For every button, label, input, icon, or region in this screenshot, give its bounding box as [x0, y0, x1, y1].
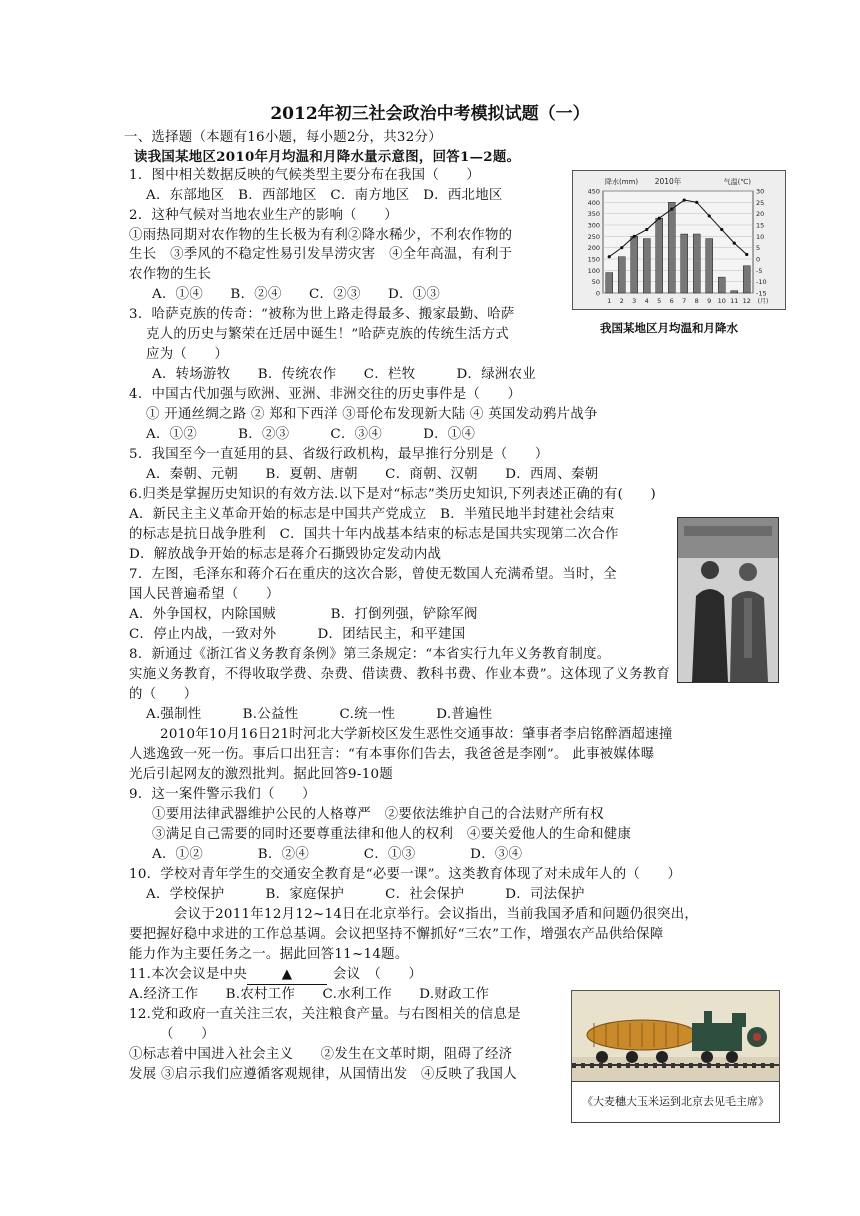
line-text: 克人的历史与繁荣在迁居中诞生！”哈萨克族的传统生活方式: [146, 327, 510, 342]
right-tick-label: -15: [756, 289, 767, 298]
poster-sleeper: [662, 1063, 666, 1068]
left-tick-label: 400: [587, 198, 600, 207]
text-line: [129, 227, 512, 245]
text-line: [129, 207, 398, 225]
line-text: 能力作为主要任务之一。据此回答11~14题。: [129, 947, 409, 962]
text-line: [146, 406, 598, 424]
text-line: [124, 129, 442, 147]
climate-chart-svg: [573, 171, 785, 309]
temp-point: [633, 235, 636, 238]
month-label: 10: [717, 297, 726, 305]
line-text: 国人民普遍希望（ ）: [129, 587, 280, 602]
line-text: A．新民主主义革命开始的标志是中国共产党成立 B．半殖民地半封建社会结束: [129, 507, 615, 522]
poster-sleeper: [689, 1063, 693, 1068]
right-axis-label: 气温(℃): [723, 178, 751, 186]
line-text: ③满足自己需要的同时还要尊重法律和他人的权利 ④要关爱他人的生命和健康: [152, 827, 632, 842]
month-label: 11: [730, 297, 739, 305]
poster-sleeper: [581, 1063, 585, 1068]
text-line: [146, 886, 585, 904]
poster-sleeper: [761, 1063, 765, 1068]
month-label: 12: [742, 297, 751, 305]
line-text: 读我国某地区2010年月均温和月降水量示意图，回答1—2题。: [134, 149, 521, 165]
text-line: [146, 187, 503, 205]
precip-bar: [743, 266, 750, 293]
temp-point: [620, 246, 623, 249]
line-text: 一、选择题（本题有16小题，每小题2分，共32分）: [124, 130, 442, 145]
line-text: D．解放战争开始的标志是蒋介石撕毁协定发动内战: [129, 547, 442, 562]
line-text: A．东部地区 B．西部地区 C．南方地区 D．西北地区: [146, 188, 503, 203]
line-text: 人逃逸致一死一伤。事后口出狂言：“有本事你们告去，我爸爸是李刚”。 此事被媒体曝: [129, 747, 655, 762]
poster-sleeper: [671, 1063, 675, 1068]
train-poster-icon: [572, 991, 779, 1081]
line-text: A.经济工作 B.农村工作 C.水利工作 D.财政工作: [129, 987, 490, 1002]
line-text: A．①② B．②③ C．③④ D．①④: [146, 427, 476, 442]
poster-wheel: [656, 1051, 668, 1063]
line-text: 3．哈萨克族的传奇：“被称为世上路走得最多、搬家最勤、哈萨: [129, 307, 515, 322]
text-line: [129, 606, 478, 624]
text-line: [129, 586, 280, 604]
poster-sleeper: [743, 1063, 747, 1068]
text-line: [129, 506, 615, 524]
month-label: 1: [607, 297, 612, 305]
month-label: 8: [694, 297, 699, 305]
precip-bar: [643, 239, 650, 293]
poster-sleeper: [644, 1063, 648, 1068]
left-tick-label: 450: [587, 187, 600, 196]
right-tick-label: 25: [756, 198, 765, 207]
month-label: 3: [632, 297, 637, 305]
precip-bar: [618, 257, 625, 293]
poster-sleeper: [590, 1063, 594, 1068]
text-line: [129, 646, 610, 664]
text-line: [174, 906, 698, 924]
line-text: 会议于2011年12月12~14日在北京举行。会议指出，当前我国矛盾和问题仍很突出，: [174, 907, 699, 922]
line-text: 光后引起网友的激烈批判。据此回答9-10题: [129, 767, 394, 782]
line-text: 12.党和政府一直关注三农，关注粮食产量。与右图相关的信息是: [129, 1007, 521, 1022]
left-tick-label: 350: [587, 210, 600, 219]
right-tick-label: 15: [756, 221, 765, 230]
precip-bar: [681, 234, 688, 293]
month-label: 2: [619, 297, 624, 305]
precip-bar: [718, 277, 725, 293]
line-text: 8．新通过《浙江省义务教育条例》第三条规定：“本省实行九年义务教育制度。: [129, 647, 611, 662]
text-line: [129, 946, 409, 964]
line-text: A.强制性 B.公益性 C.统一性 D.普遍性: [146, 707, 493, 722]
text-line: [129, 1006, 521, 1024]
temp-point: [608, 255, 611, 258]
text-line: [160, 1026, 215, 1044]
month-label: 5: [657, 297, 662, 305]
text-line: [129, 986, 489, 1004]
poster-sleeper: [716, 1063, 720, 1068]
chart-year-label: 2010年: [654, 177, 682, 186]
precip-bar: [656, 218, 663, 293]
precip-bar: [693, 234, 700, 293]
text-line: [129, 746, 654, 764]
right-tick-label: 20: [756, 210, 765, 219]
line-text: ①雨热同期对农作物的生长极为有利②降水稀少，不利农作物的: [129, 228, 513, 243]
text-line: [129, 786, 316, 804]
right-tick-label: -10: [756, 278, 767, 287]
right-tick-label: 0: [756, 255, 761, 264]
line-text: 1．图中相关数据反映的气候类型主要分布在我国（ ）: [129, 168, 481, 183]
line-text: 4．中国古代加强与欧洲、亚洲、非洲交往的历史事件是（ ）: [129, 387, 522, 402]
right-tick-label: 5: [756, 244, 761, 253]
line-text: A．秦朝、元朝 B．夏朝、唐朝 C．商朝、汉朝 D．西周、秦朝: [146, 467, 599, 482]
text-line: [146, 326, 509, 344]
right-tick-label: 10: [756, 232, 765, 241]
poster-cab: [732, 1013, 746, 1027]
poster-wheel: [626, 1051, 638, 1063]
poster-sleeper: [572, 1063, 576, 1068]
text-line: [129, 1066, 517, 1084]
line-text: A．①④ B．②④ C．②③ D．①③: [152, 287, 441, 302]
month-label: 4: [644, 297, 649, 305]
poster-wheel: [726, 1051, 738, 1063]
poster-sleeper: [635, 1063, 639, 1068]
text-line: [129, 246, 512, 264]
poster-caption: 《大麦穗大玉米运到北京去见毛主席》: [571, 1081, 780, 1123]
poster-locomotive: [692, 1023, 742, 1051]
line-text: ①要用法律武器维护公民的人格尊严 ②要依法维护自己的合法财产所有权: [152, 807, 604, 822]
climate-chart: [572, 170, 786, 310]
line-text: 的标志是抗日战争胜利 C．国共十年内战基本结束的标志是国共实现第二次合作: [129, 527, 619, 542]
portrait-photo-icon: [678, 518, 778, 682]
line-text: 应为（ ）: [146, 347, 229, 362]
right-tick-label: -5: [756, 266, 763, 275]
poster-sleeper: [752, 1063, 756, 1068]
temp-point: [645, 228, 648, 231]
page-title: 2012年初三社会政治中考模拟试题（一）: [270, 104, 590, 124]
text-line: [129, 526, 619, 544]
line-text: 9．这一案件警示我们（ ）: [129, 787, 316, 802]
poster-sleeper: [725, 1063, 729, 1068]
line-text: A．①② B．②④ C．①③ D．③④: [152, 847, 523, 862]
text-line: [129, 626, 465, 644]
text-line: [129, 926, 664, 944]
line-text: 2．这种气候对当地农业生产的影响（ ）: [129, 208, 398, 223]
text-line: [129, 306, 515, 324]
line-text: 生长 ③季风的不稳定性易引发旱涝灾害 ④全年高温，有利于: [129, 247, 513, 262]
text-line: [129, 966, 422, 985]
left-tick-label: 0: [595, 289, 600, 298]
left-tick-label: 100: [587, 266, 600, 275]
temp-point: [683, 198, 686, 201]
line-text: ①标志着中国进入社会主义 ②发生在文革时期，阻碍了经济: [129, 1047, 513, 1062]
month-label: 9: [707, 297, 712, 305]
text-line: [129, 446, 549, 464]
text-line: [129, 566, 617, 584]
temp-point: [733, 242, 736, 245]
poster-sleeper: [626, 1063, 630, 1068]
precip-bar: [731, 291, 738, 293]
line-text: A．学校保护 B．家庭保护 C．社会保护 D．司法保护: [146, 887, 585, 902]
line-text: 6.归类是掌握历史知识的有效方法.以下是对“标志”类历史知识,下列表述正确的有( ): [129, 487, 656, 502]
left-tick-label: 250: [587, 232, 600, 241]
text-line: [146, 466, 598, 484]
temp-point: [745, 253, 748, 256]
line-text: 发展 ③启示我们应遵循客观规律，从国情出发 ④反映了我国人: [129, 1067, 517, 1082]
answer-blank[interactable]: ▲: [247, 966, 327, 985]
text-line: [152, 826, 631, 844]
left-tick-label: 50: [591, 278, 600, 287]
poster-sleeper: [770, 1063, 774, 1068]
left-tick-label: 150: [587, 255, 600, 264]
poster-sleeper: [608, 1063, 612, 1068]
text-line: [134, 148, 520, 166]
text-line: [146, 706, 492, 724]
line-text-after: 会议 （ ）: [333, 967, 423, 982]
precip-bar: [668, 202, 675, 293]
text-line: [152, 286, 440, 304]
poster-image: [571, 990, 780, 1082]
month-label: 6: [669, 297, 674, 305]
line-text: C．停止内战，一致对外 D．团结民主，和平建国: [129, 627, 466, 642]
temp-point: [720, 228, 723, 231]
right-tick-label: 30: [756, 187, 765, 196]
line-text: 10．学校对青年学生的交通安全教育是“必要一课”。这类教育体现了对未成年人的（ ）: [129, 867, 682, 882]
line-text: 要把握好稳中求进的工作总基调。会议把坚持不懈抓好“三农”工作，增强农产品供给保障: [129, 927, 664, 942]
line-text: 2010年10月16日21时河北大学新校区发生恶性交通事故：肇事者李启铭醉酒超速撞: [160, 727, 673, 742]
text-line: [129, 486, 656, 504]
poster-wheel: [701, 1051, 713, 1063]
poster-star: [753, 1033, 761, 1041]
line-text: 农作物的生长: [129, 267, 212, 282]
text-line: [152, 806, 604, 824]
line-text: 5．我国至今一直延用的县、省级行政机构，最早推行分别是（ ）: [129, 447, 549, 462]
poster-sleeper: [707, 1063, 711, 1068]
text-line: [160, 726, 673, 744]
text-line: [129, 766, 393, 784]
text-line: [129, 167, 480, 185]
text-line: [129, 546, 441, 564]
left-axis-label: 降水(mm): [605, 178, 639, 186]
line-text: ① 开通丝绸之路 ② 郑和下西洋 ③哥伦布发现新大陆 ④ 英国发动鸦片战争: [146, 407, 598, 422]
poster-sleeper: [653, 1063, 657, 1068]
text-line: [129, 666, 670, 684]
month-label: 7: [682, 297, 687, 305]
poster-wheel: [596, 1051, 608, 1063]
text-line: [129, 686, 197, 704]
temp-point: [670, 208, 673, 211]
temp-point: [658, 217, 661, 220]
left-tick-label: 300: [587, 221, 600, 230]
poster-sleeper: [698, 1063, 702, 1068]
left-tick-label: 200: [587, 244, 600, 253]
text-line: [152, 846, 522, 864]
temp-point: [695, 201, 698, 204]
text-line: [129, 866, 681, 884]
text-line: [146, 346, 228, 364]
text-line: [152, 366, 536, 384]
poster-sleeper: [680, 1063, 684, 1068]
line-text: 11.本次会议是中央: [129, 967, 248, 982]
text-line: [146, 426, 475, 444]
chart-caption: 我国某地区月均温和月降水: [600, 321, 738, 335]
month-unit-label: (月): [757, 298, 769, 305]
precip-bar: [631, 236, 638, 293]
precip-bar: [706, 239, 713, 293]
line-text: 7．左图，毛泽东和蒋介石在重庆的这次合影，曾使无数国人充满希望。当时，全: [129, 567, 617, 582]
line-text: 的（ ）: [129, 687, 198, 702]
line-text: A．外争国权，内除国贼 B．打倒列强，铲除军阀: [129, 607, 478, 622]
temp-point: [708, 214, 711, 217]
poster-chimney: [704, 1011, 712, 1023]
precip-bar: [606, 273, 613, 293]
poster-sleeper: [599, 1063, 603, 1068]
text-line: [129, 266, 211, 284]
poster-sleeper: [617, 1063, 621, 1068]
text-line: [129, 1046, 512, 1064]
text-line: [129, 386, 521, 404]
poster-sleeper: [734, 1063, 738, 1068]
line-text: 实施义务教育，不得收取学费、杂费、借读费、教科书费、作业本费”。这体现了义务教育: [129, 667, 671, 682]
historical-photo: [677, 517, 779, 683]
line-text: A．转场游牧 B．传统农作 C．栏牧 D．绿洲农业: [152, 367, 536, 382]
line-text: （ ）: [160, 1027, 215, 1042]
